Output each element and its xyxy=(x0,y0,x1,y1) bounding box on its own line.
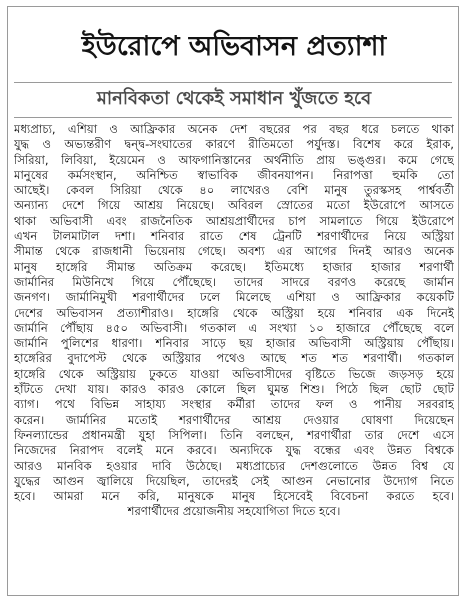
body-line: জার্মানি পুলিশের ধারণা। শনিবার সাড়ে ছয় হাজার অভিবাসী অস্ট্রিয়ায় পৌঁছায়। xyxy=(14,336,454,351)
body-line: নিজেদের নিরাপদ বলেই মনে করবে। অন্যদিকে যুদ্ধ বন্ধের এবং উন্নত বিশ্বকে xyxy=(14,443,454,458)
body-line: ফিনল্যান্ডের প্রধানমন্ত্রী যুহা সিপিলা। তিনি বলছেন, শরণার্থীরা তার দেশে এসে xyxy=(14,427,454,442)
body-line: জনগণ। জার্মানিমুখী শরণার্থীদের ঢলে মিলেছে এশিয়া ও আফ্রিকার কয়েকটি xyxy=(14,290,454,305)
body-line: জার্মানির মিউনিখে গিয়ে পৌঁছেছে। তাদের সাদরে বরণও করেছে জার্মান xyxy=(14,274,454,289)
body-line: হাঙ্গেরির বুদাপেস্ট থেকে অস্ট্রিয়ার পথেও আছে শত শত শরণার্থী। গতকাল xyxy=(14,351,454,366)
divider-rule xyxy=(14,117,452,118)
body-line: অন্যান্য দেশে গিয়ে আশ্রয় নিয়েছে। অবিরল স্রোতের মতো ইউরোপে আসতে xyxy=(14,198,454,213)
body-line: শরণার্থীদের প্রয়োজনীয় সহযোগিতা দিতে হবে। xyxy=(127,504,341,519)
body-line: মানুষ হাঙ্গেরি সীমান্ত অতিক্রম করেছে। ইতিমধ্যে হাজার হাজার শরণার্থী xyxy=(14,259,454,274)
headline: ইউরোপে অভিবাসন প্রত্যাশা xyxy=(81,31,387,62)
divider-rule xyxy=(14,82,452,83)
body-line: আছেই। কেবল সিরিয়া থেকে ৪০ লাখেরও বেশি মানুষ তুরস্কসহ পার্শ্ববর্তী xyxy=(14,183,454,198)
body-line: সীমান্ত থেকে রাজধানী ভিয়েনায় গেছে। অবশ্য এর আগের দিনই আরও অনেক xyxy=(14,244,454,259)
body-line: আরও মানবিক হওয়ার দাবি উঠেছে। মধ্যপ্রাচ্যের দেশগুলোতে উন্নত বিশ্ব যে xyxy=(14,458,454,473)
body-line: করেন। জার্মানির মতোই শরণার্থীদের আশ্রয় দেওয়ার ঘোষণা দিয়েছেন xyxy=(14,412,454,427)
body-line: সিরিয়া, লিবিয়া, ইয়েমেন ও আফগানিস্তানের অর্থনীতি প্রায় ভঙ্গুর। কমে গেছে xyxy=(14,152,454,167)
body-line: যুদ্ধের আগুন জ্বালিয়ে দিয়েছিল, তাদেরই সেই আগুন নেভানোর উদ্যোগ নিতে xyxy=(14,473,454,488)
body-line: থাকা অভিবাসী এবং রাজনৈতিক আশ্রয়প্রার্থীদের চাপ সামলাতে গিয়ে ইউরোপে xyxy=(14,213,454,228)
body-line: মানুষের কর্মসংস্থান, অনিশ্চিত স্বাভাবিক জীবনযাপন। নিরাপত্তা হুমকি তো xyxy=(14,167,454,182)
body-line: যুদ্ধ ও অভ্যন্তরীণ দ্বন্দ্ব-সংঘাতের কারণে রীতিমতো পর্যুদস্ত। বিশেষ করে ইরাক, xyxy=(14,137,454,152)
body-line: দেশের অভিবাসন প্রত্যাশীরাও। হাঙ্গেরি থেকে অস্ট্রিয়া হয়ে শনিবার এক দিনেই xyxy=(14,305,454,320)
body-line: হবে। আমরা মনে করি, মানুষকে মানুষ হিসেবেই বিবেচনা করতে হবে। xyxy=(14,489,454,504)
body-line: ব্যাগ। পথে বিভিন্ন সাহায্য সংস্থার কর্মীরা তাদের ফল ও পানীয় সরবরাহ xyxy=(14,397,454,412)
body-line: এখন টালমাটাল দশা। শনিবার রাতে শেষ ট্রেনটি শরণার্থীদের নিয়ে অস্ট্রিয়া xyxy=(14,229,454,244)
body-line: মধ্যপ্রাচ্য, এশিয়া ও আফ্রিকার অনেক দেশ বছরের পর বছর ধরে চলতে থাকা xyxy=(14,122,454,136)
body-line: জার্মানি পৌঁছায় ৪৫০ অভিবাসী। গতকাল এ সংখ্যা ১০ হাজারে পৌঁছেছে বলে xyxy=(14,320,454,335)
article-body xyxy=(14,122,454,520)
body-line: হাঙ্গেরি থেকে অস্ট্রিয়ায় ঢুকতে যাওয়া অভিবাসীদের বৃষ্টিতে ভিজে জড়সড় হয়ে xyxy=(14,366,454,381)
subheadline: মানবিকতা থেকেই সমাধান খুঁজতে হবে xyxy=(96,88,372,109)
body-line: হাঁটতে দেখা যায়। কারও কারও কোলে ছিল ঘুমন্ত শিশু। পিঠে ছিল ছোট ছোট xyxy=(14,382,454,397)
